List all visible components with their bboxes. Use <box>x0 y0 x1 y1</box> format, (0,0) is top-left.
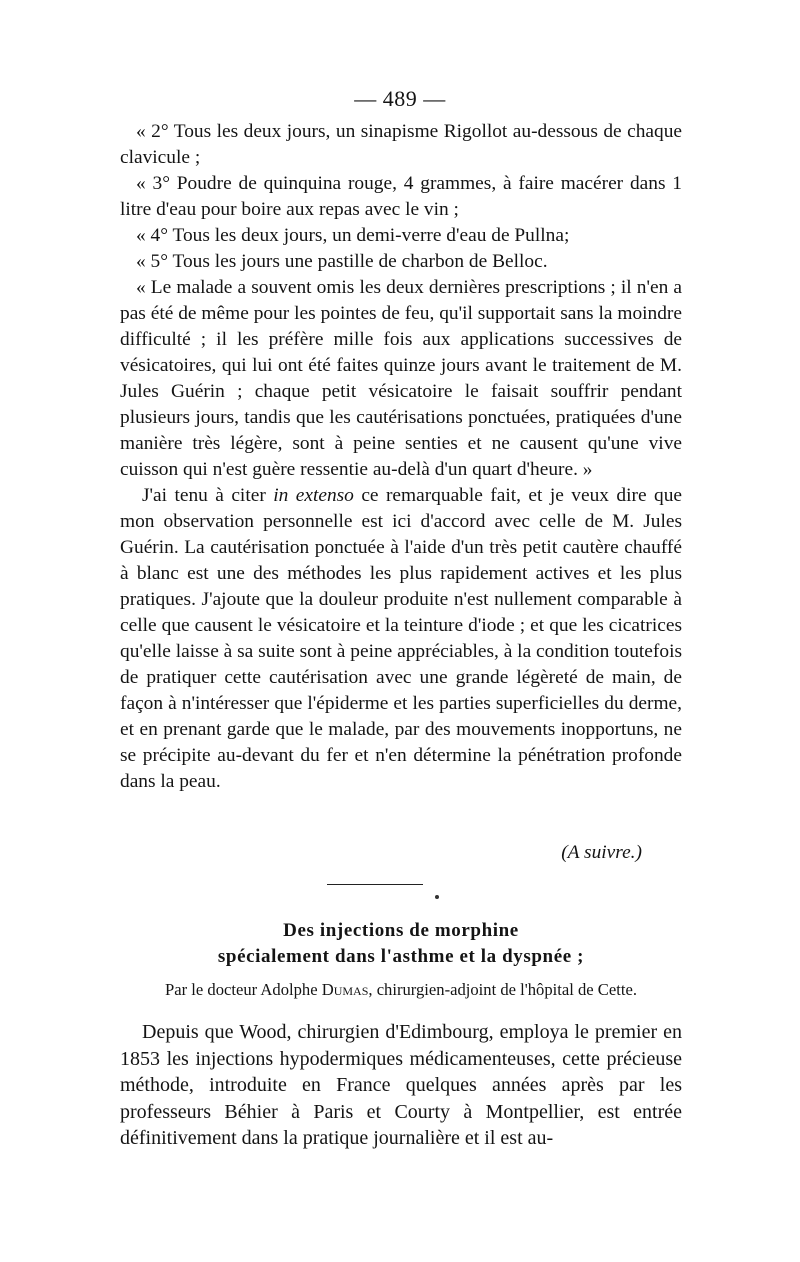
main-text <box>120 119 682 795</box>
paragraph: « 2° Tous les deux jours, un sinapisme Rigollot au-dessous de chaque clavicule ; <box>120 121 682 168</box>
paragraph: « Le malade a souvent omis les deux dernières prescriptions ; il n'en a pas été de même pour les pointes de feu, qu'il supportait sans la moindre difficulté ; il les préfère mille fois aux applications successives de vésicatoires, qui lui ont été faites quinze jours avant le traitement de M. Jules Guérin ; chaque petit vésicatoire le faisait souffrir pendant plusieurs jours, tandis que les cautérisations ponctuées, pratiquées d'une manière très légère, sont à peine senties et ne causent qu'une vive cuisson qui n'est guère ressentie au-delà d'un quart d'heure. » <box>120 277 682 480</box>
page-number: — 489 — <box>354 86 446 111</box>
paragraph-text: ce remarquable fait, et je veux dire que mon observation personnelle est ici d'accord avec celle de M. Jules Guérin. La cautérisation ponctuée à l'aide d'un très petit cautère chauffé à blanc est une des méthodes les plus rapidement actives et les plus pratiques. J'ajoute que la douleur produite n'est nullement comparable à celle que causent le vésicatoire et la teinture d'iode ; et que les cicatrices qu'elle laisse à sa suite sont à peine appréciables, à la condition toutefois de pratiquer cette cautérisation avec une grande légèreté de main, de façon à n'intéresser que l'épiderme et les parties superficielles du derme, et en prenant garde que le malade, par des mouvements inopportuns, ne se précipite au-devant du fer et n'en détermine la pénétration profonde dans la peau. <box>120 485 682 792</box>
italic-phrase: in extenso <box>273 485 354 506</box>
section-divider <box>327 884 423 885</box>
article-title <box>120 918 682 970</box>
paragraph: « 3° Poudre de quinquina rouge, 4 grammes, à faire macérer dans 1 litre d'eau pour boire aux repas avec le vin ; <box>120 173 682 220</box>
byline-author: Dumas <box>321 980 369 999</box>
byline-text: , chirurgien-adjoint de l'hôpital de Cette. <box>368 980 637 999</box>
article-title-line: spécialement dans l'asthme et la dyspnée ; <box>217 946 585 967</box>
article-body <box>120 1019 682 1152</box>
byline-text: Par le docteur Adolphe <box>165 980 322 999</box>
to-be-continued: (A suivre.) <box>561 842 642 863</box>
paragraph: Depuis que Wood, chirurgien d'Edimbourg, employa le premier en 1853 les injections hypodermiques médicamenteuses, cette précieuse méthode, introduite en France quelques années après par les professeurs Béhier à Paris et Courty à Montpellier, est entrée définitivement dans la pratique journalière et il est au- <box>120 1021 682 1149</box>
paragraph <box>120 483 682 795</box>
paragraph-text: J'ai tenu à citer <box>142 485 274 506</box>
paragraph: « 5° Tous les jours une pastille de charbon de Belloc. <box>136 251 548 272</box>
ornament-dot <box>435 895 439 899</box>
paragraph: « 4° Tous les deux jours, un demi-verre d'eau de Pullna; <box>136 225 570 246</box>
article-title-line: Des injections de morphine <box>283 920 519 941</box>
article-byline <box>120 979 682 1001</box>
